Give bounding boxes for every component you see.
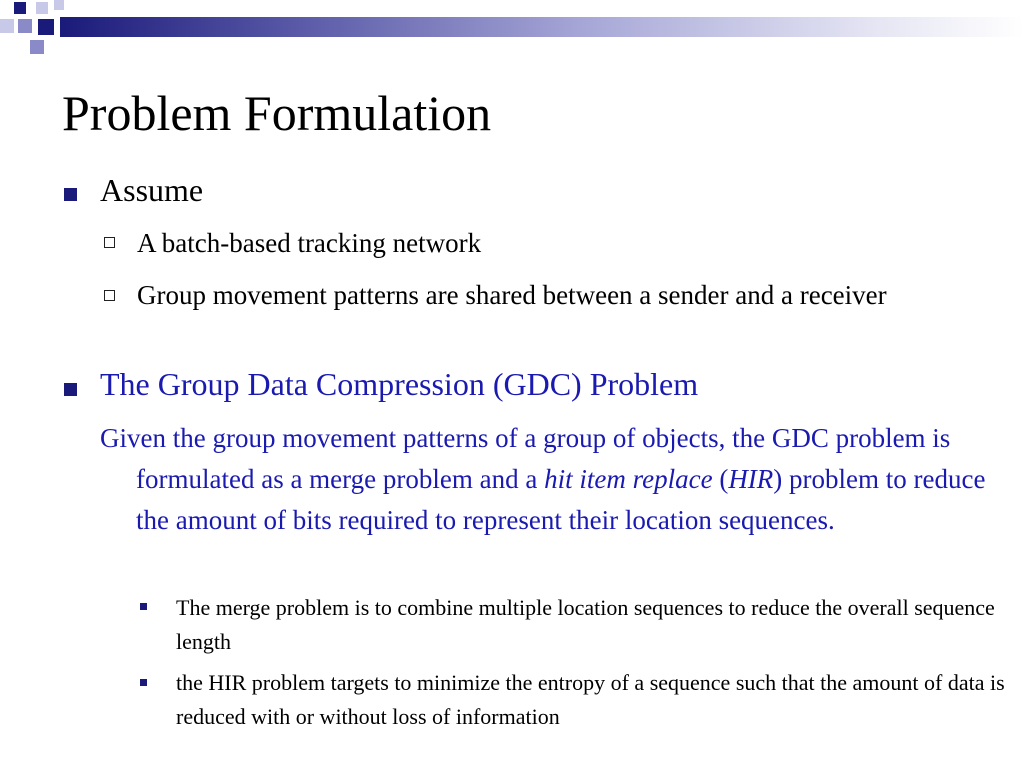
gdc-definition-prefix: Given the group movement patterns of a group of objects, the GDC problem is formulated as a merge problem and a <box>100 423 951 494</box>
small-square-bullet-icon <box>140 603 147 610</box>
hollow-square-bullet-icon <box>104 237 115 248</box>
subbullet-batch-network: A batch-based tracking network <box>137 228 482 258</box>
hollow-square-bullet-icon <box>104 290 115 301</box>
deco-square <box>0 19 14 33</box>
gdc-definition-paragraph <box>100 418 1006 541</box>
square-bullet-icon <box>64 383 77 396</box>
hir-abbreviation: HIR <box>728 464 774 494</box>
square-bullet-icon <box>64 188 77 201</box>
small-square-bullet-icon <box>140 679 147 686</box>
deco-square <box>36 2 48 14</box>
header-decoration <box>0 0 1024 64</box>
deco-square <box>14 2 26 14</box>
gdc-definition-suffix: ) problem to reduce the amount of bits required to represent their location sequences. <box>136 464 986 535</box>
subbullet-merge-problem: The merge problem is to combine multiple location sequences to reduce the overall sequence length <box>176 595 995 654</box>
header-gradient-bar <box>60 17 1024 37</box>
deco-square <box>38 19 54 35</box>
bullet-assume: Assume <box>100 172 204 208</box>
subbullet-hir-problem: the HIR problem targets to minimize the entropy of a sequence such that the amount of data is reduced with or without loss of information <box>176 670 1005 729</box>
hit-item-replace-term: hit item replace <box>544 464 713 494</box>
bullet-gdc-problem: The Group Data Compression (GDC) Problem <box>100 366 699 402</box>
deco-square <box>54 0 64 10</box>
subbullet-shared-patterns: Group movement patterns are shared between a sender and a receiver <box>137 280 887 310</box>
deco-square <box>30 40 44 54</box>
slide-title: Problem Formulation <box>62 85 492 141</box>
open-paren: ( <box>719 464 729 494</box>
deco-square <box>18 19 32 33</box>
